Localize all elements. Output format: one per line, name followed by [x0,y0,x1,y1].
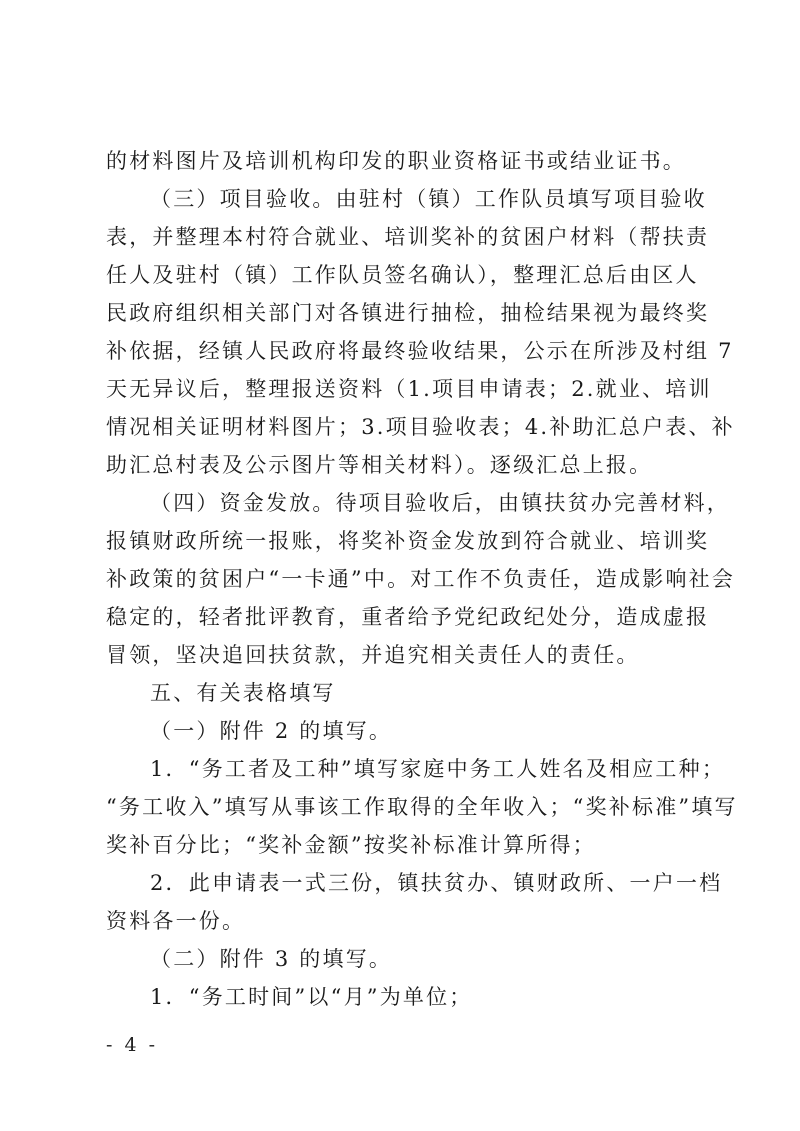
text-line: 1．“务工者及工种”填写家庭中务工人姓名及相应工种； [150,757,726,781]
text-line: 的材料图片及培训机构印发的职业资格证书或结业证书。 [106,149,686,173]
text-line: 助汇总村表及公示图片等相关材料）。逐级汇总上报。 [106,453,653,477]
document-body [106,142,738,1016]
text-line: 任人及驻村（镇）工作队员签名确认），整理汇总后由区人 [106,263,699,287]
text-line: （二）附件 3 的填写。 [150,947,393,971]
text-line: 2．此申请表一式三份，镇扶贫办、镇财政所、一户一档 [150,871,723,895]
text-line: 奖补百分比；“奖补金额”按奖补标准计算所得； [106,833,596,857]
text-line: （三）项目验收。由驻村（镇）工作队员填写项目验收 [150,187,707,211]
page-number: - 4 - [106,1034,159,1056]
text-line: 情况相关证明材料图片；3.项目验收表；4.补助汇总户表、补 [106,415,735,439]
text-line: 稳定的，轻者批评教育，重者给予党纪政纪处分，造成虚报 [106,605,710,629]
text-line: 民政府组织相关部门对各镇进行抽检，抽检结果视为最终奖 [106,301,710,325]
text-line: 资料各一份。 [106,909,246,933]
text-line: 冒领，坚决追回扶贫款，并追究相关责任人的责任。 [106,643,640,667]
text-line: 报镇财政所统一报账，将奖补资金发放到符合就业、培训奖 [106,529,710,553]
text-line: 补政策的贫困户“一卡通”中。对工作不负责任，造成影响社会 [106,567,736,591]
text-line: 1．“务工时间”以“月”为单位； [150,985,473,1009]
text-line: 表，并整理本村符合就业、培训奖补的贫困户材料（帮扶责 [106,225,710,249]
text-line: 五、有关表格填写 [150,681,336,705]
text-line: 补依据，经镇人民政府将最终验收结果，公示在所涉及村组 7 [106,339,734,363]
text-line: 天无异议后，整理报送资料（1.项目申请表；2.就业、培训 [106,377,712,401]
text-line: （四）资金发放。待项目验收后，由镇扶贫办完善材料， [150,491,730,515]
text-line: （一）附件 2 的填写。 [150,719,393,743]
text-line: “务工收入”填写从事该工作取得的全年收入；“奖补标准”填写 [106,795,738,819]
